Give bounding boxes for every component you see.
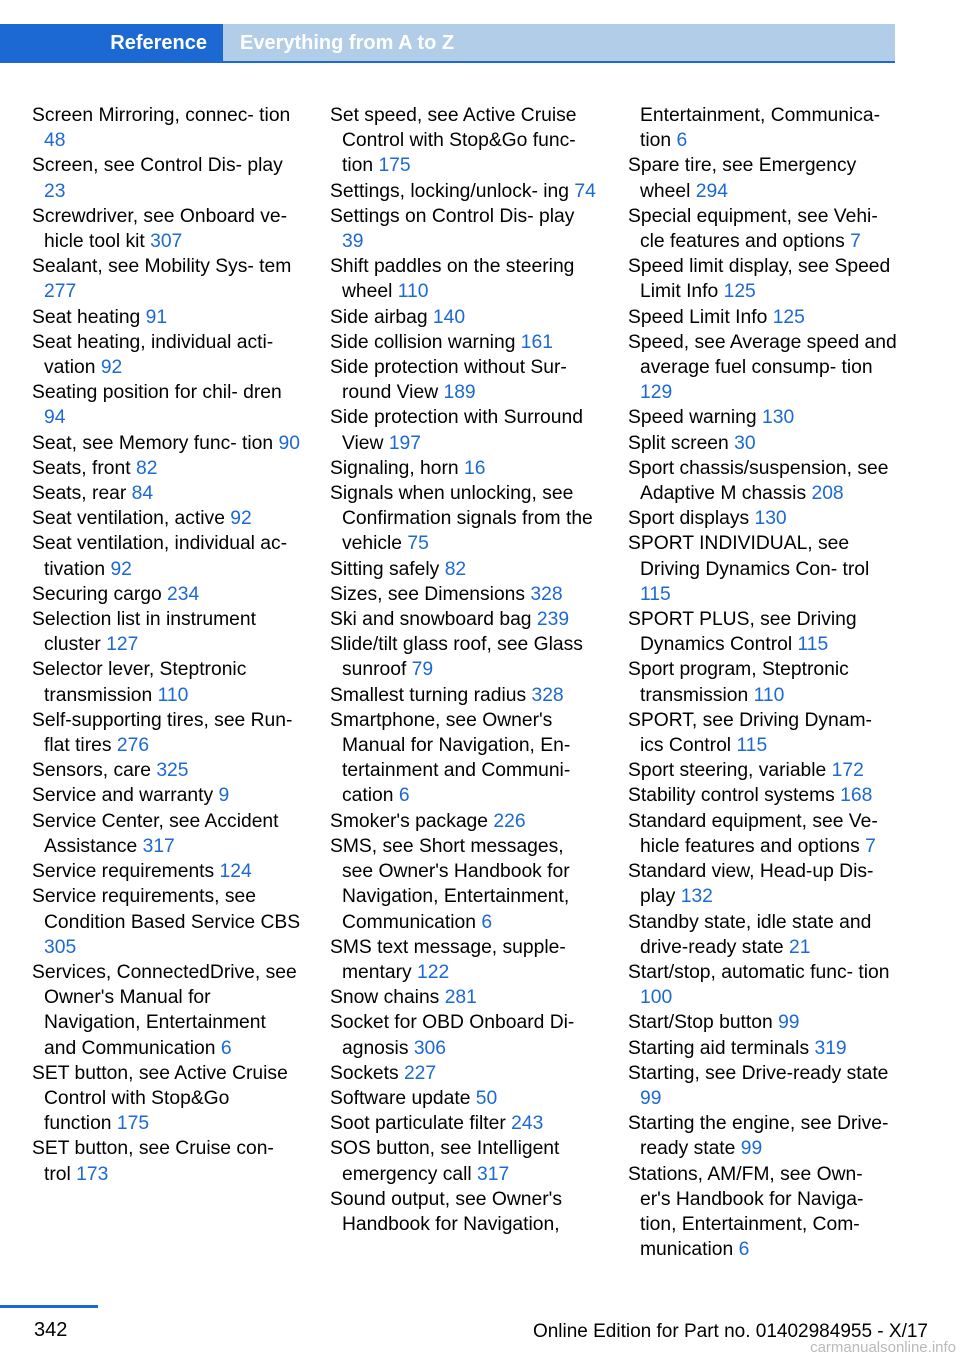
index-entry	[330, 632, 600, 682]
index-entry-text: Smallest turning radius	[330, 684, 527, 706]
index-entry-text: Start/Stop button	[628, 1012, 773, 1034]
index-entry-text: Sockets	[330, 1062, 399, 1084]
index-entry	[330, 1061, 600, 1086]
index-entry-page-link[interactable]: 243	[511, 1113, 544, 1135]
index-entry-text: SMS, see Short messages, see Owner's Handbook for Navigation, Entertainment, Communication	[330, 835, 570, 933]
index-entry-text: Smartphone, see Owner's Manual for Navigation, En‐ tertainment and Communi‐ cation	[330, 709, 571, 807]
index-entry-page-link[interactable]: 6	[676, 130, 688, 152]
index-entry-text: Software update	[330, 1087, 471, 1109]
index-entry	[628, 456, 898, 506]
index-entry	[628, 859, 898, 909]
index-entry	[32, 153, 302, 203]
index-entry-page-link[interactable]: 175	[378, 155, 411, 177]
index-entry-page-link[interactable]: 226	[493, 810, 526, 832]
index-column-3	[628, 103, 898, 1262]
index-entry	[628, 809, 898, 859]
index-entry-page-link[interactable]: 328	[531, 684, 564, 706]
index-entry	[628, 1010, 898, 1035]
index-entry-page-link[interactable]: 197	[388, 432, 421, 454]
page-number: 342	[34, 1319, 68, 1341]
index-entry-text: SET button, see Active Cruise Control with Stop&Go function	[32, 1062, 288, 1135]
index-entry-page-link[interactable]: 110	[397, 281, 429, 303]
header-bar	[0, 24, 895, 62]
index-entry-page-link[interactable]: 39	[342, 231, 364, 253]
index-entry	[32, 456, 302, 481]
index-entry-page-link[interactable]: 277	[44, 281, 77, 303]
index-entry-page-link[interactable]: 125	[723, 281, 756, 303]
index-entry	[628, 204, 898, 254]
index-entry	[628, 1036, 898, 1061]
index-entry-page-link[interactable]: 276	[116, 735, 150, 757]
index-entry	[628, 305, 898, 330]
index-entry	[628, 330, 898, 406]
index-entry-text: Speed limit display, see Speed Limit Info	[628, 256, 891, 303]
index-entry-page-link[interactable]: 6	[398, 785, 410, 807]
index-entry-text: Seat heating, individual acti‐ vation	[32, 331, 274, 379]
index-entry	[330, 582, 600, 607]
index-entry-page-link[interactable]: 50	[475, 1087, 498, 1109]
index-entry-text: Signals when unlocking, see Confirmation signals from the vehicle	[330, 483, 593, 555]
index-entry-text: Sound output, see Owner's Handbook for Navigation,	[330, 1188, 562, 1235]
index-entry-text: Seat, see Memory func‐ tion	[32, 432, 274, 454]
index-entry-text: Socket for OBD Onboard Di‐ agnosis	[330, 1012, 575, 1059]
watermark: carmanualsonline.info	[810, 1339, 956, 1356]
footer-accent-line	[0, 1305, 98, 1308]
index-entry	[32, 506, 302, 531]
index-entry-text: Sport displays	[628, 508, 750, 530]
index-entry	[628, 254, 898, 304]
index-entry-text: Service and warranty	[32, 785, 214, 807]
index-entry	[628, 783, 898, 808]
index-entry-text: Settings, locking/unlock‐ ing	[330, 180, 570, 202]
index-entry	[32, 1061, 302, 1137]
index-entry-page-link[interactable]: 92	[100, 357, 123, 379]
index-entry-text: Seat heating	[32, 306, 141, 328]
index-entry	[32, 531, 302, 581]
index-entry-page-link[interactable]: 16	[464, 457, 486, 479]
index-entry-page-link[interactable]: 294	[695, 180, 728, 202]
index-entry	[628, 506, 898, 531]
index-entry	[32, 859, 302, 884]
index-entry	[330, 1187, 600, 1237]
index-entry-page-link[interactable]: 75	[407, 533, 429, 555]
index-entry-text: Seat ventilation, individual ac‐ tivation	[32, 533, 288, 580]
index-entry	[32, 103, 302, 153]
index-entry-page-link[interactable]: 9	[218, 785, 230, 807]
index-entry-page-link[interactable]: 317	[477, 1163, 510, 1185]
index-entry	[330, 683, 600, 708]
index-entry-text: Smoker's package	[330, 810, 489, 832]
index-column-1	[32, 103, 302, 1187]
index-entry-text: Signaling, horn	[330, 457, 459, 479]
index-entry	[330, 1086, 600, 1111]
index-entry-text: Shift paddles on the steering wheel	[330, 256, 575, 303]
index-entry-page-link[interactable]: 239	[536, 609, 570, 631]
index-entry-page-link[interactable]: 130	[762, 407, 795, 429]
index-entry	[32, 380, 302, 430]
index-entry-text: Side airbag	[330, 306, 428, 328]
index-entry	[330, 456, 600, 481]
index-entry-text: Screen Mirroring, connec‐ tion	[32, 105, 291, 126]
index-entry-page-link[interactable]: 307	[150, 231, 183, 253]
index-entry-page-link[interactable]: 317	[142, 835, 175, 857]
index-entry-text: SET button, see Cruise con‐ trol	[32, 1138, 274, 1185]
index-entry-text: Standard equipment, see Ve‐ hicle features and options	[628, 810, 878, 857]
index-entry-page-link[interactable]: 306	[413, 1037, 446, 1059]
index-entry-text: Sealant, see Mobility Sys‐ tem	[32, 256, 292, 278]
index-entry-page-link[interactable]: 319	[814, 1037, 847, 1059]
index-entry-text: Services, ConnectedDrive, see Owner's Manual for Navigation, Entertainment and Communication	[32, 961, 297, 1059]
index-entry	[32, 758, 302, 783]
index-entry	[330, 179, 600, 204]
index-entry-text: SPORT INDIVIDUAL, see Driving Dynamics Con‐ trol	[628, 533, 870, 580]
index-entry-text: Stability control systems	[628, 785, 835, 807]
index-entry-page-link[interactable]: 21	[788, 936, 811, 958]
index-entry-text: Speed warning	[628, 407, 757, 429]
index-entry-page-link[interactable]: 30	[734, 432, 756, 454]
index-entry	[330, 204, 600, 254]
index-entry-page-link[interactable]: 208	[811, 483, 844, 505]
index-entry-text: Seating position for chil‐ dren	[32, 382, 282, 404]
index-entry-text: Stations, AM/FM, see Own‐ er's Handbook for Naviga‐ tion, Entertainment, Com‐ munication	[628, 1163, 864, 1261]
index-entry-page-link[interactable]: 161	[520, 331, 553, 353]
header-section-label: Reference	[110, 31, 207, 54]
index-entry-page-link[interactable]: 227	[403, 1062, 437, 1084]
index-entry	[32, 254, 302, 304]
index-entry	[628, 1061, 898, 1111]
index-entry	[628, 758, 898, 783]
index-entry-page-link[interactable]: 90	[278, 432, 300, 454]
index-entry-text: Sitting safely	[330, 558, 440, 580]
index-entry-page-link[interactable]: 6	[220, 1037, 232, 1059]
index-entry-page-link[interactable]: 6	[481, 911, 493, 933]
index-entry-page-link[interactable]: 115	[736, 735, 768, 757]
index-entry-text: Split screen	[628, 432, 729, 454]
index-entry-text: Selection list in instrument cluster	[32, 609, 256, 656]
index-entry-text: Side protection without Sur‐ round View	[330, 357, 567, 404]
index-entry	[32, 657, 302, 707]
header-subsection-label: Everything from A to Z	[240, 31, 455, 54]
index-entry-text: Seat ventilation, active	[32, 508, 225, 530]
index-entry-text: Starting, see Drive-ready state	[628, 1062, 889, 1084]
index-entry	[330, 809, 600, 834]
index-entry	[330, 103, 600, 179]
index-entry-page-link[interactable]: 175	[116, 1113, 150, 1135]
index-entry-text: SPORT, see Driving Dynam‐ ics Control	[628, 709, 872, 757]
index-entry-page-link[interactable]: 130	[754, 508, 787, 530]
index-entry-page-link[interactable]: 79	[411, 659, 434, 681]
index-entry-page-link[interactable]: 99	[740, 1138, 763, 1160]
index-entry-text: Seats, front	[32, 457, 131, 479]
header-section-tab	[0, 24, 223, 62]
index-entry	[32, 204, 302, 254]
index-entry	[330, 985, 600, 1010]
index-entry	[32, 783, 302, 808]
index-entry-text: Spare tire, see Emergency wheel	[628, 155, 857, 202]
index-entry	[32, 884, 302, 960]
index-entry	[628, 405, 898, 430]
index-entry	[330, 355, 600, 405]
index-entry-page-link[interactable]: 48	[44, 130, 66, 152]
index-entry-page-link[interactable]: 100	[640, 987, 673, 1009]
index-entry-page-link[interactable]: 173	[76, 1163, 109, 1185]
index-entry-text: Sensors, care	[32, 760, 151, 782]
index-entry	[32, 305, 302, 330]
index-entry	[628, 153, 898, 203]
index-entry-page-link[interactable]: 305	[44, 936, 77, 958]
index-entry-text: Sizes, see Dimensions	[330, 583, 526, 605]
index-entry	[32, 582, 302, 607]
index-entry-page-link[interactable]: 125	[772, 306, 805, 328]
index-entry-text: SMS text message, supple‐ mentary	[330, 936, 566, 983]
index-entry	[628, 960, 898, 1010]
edition-note: Online Edition for Part no. 01402984955 - X/17	[532, 1321, 928, 1342]
index-entry-text: Standard view, Head-up Dis‐ play	[628, 861, 874, 908]
index-entry-text: Sport steering, variable	[628, 760, 827, 782]
header-rule	[0, 61, 895, 63]
index-entry-text: Speed, see Average speed and average fuel consump‐ tion	[628, 331, 897, 379]
index-entry-text: SPORT PLUS, see Driving Dynamics Control	[628, 609, 857, 656]
index-entry-page-link[interactable]: 7	[865, 835, 876, 857]
index-entry-text: Sport program, Steptronic transmission	[628, 659, 849, 706]
index-entry-page-link[interactable]: 74	[574, 180, 596, 202]
index-entry-text: Seats, rear	[32, 483, 127, 505]
index-entry-page-link[interactable]: 325	[156, 760, 189, 782]
index-entry	[628, 531, 898, 607]
index-entry-page-link[interactable]: 115	[640, 583, 671, 605]
index-entry	[32, 481, 302, 506]
index-entry	[330, 305, 600, 330]
index-entry-page-link[interactable]: 84	[131, 483, 154, 505]
index-entry-page-link[interactable]: 140	[432, 306, 466, 328]
index-entry-text: Ski and snowboard bag	[330, 609, 532, 631]
index-entry	[32, 607, 302, 657]
index-entry	[330, 1136, 600, 1186]
index-entry-text: Start/stop, automatic func‐ tion	[628, 961, 890, 983]
index-entry	[628, 103, 898, 153]
index-entry	[32, 809, 302, 859]
index-entry-text: Settings on Control Dis‐ play	[330, 205, 575, 227]
index-entry-page-link[interactable]: 99	[778, 1012, 800, 1034]
index-entry-text: Service requirements	[32, 861, 215, 883]
index-entry-page-link[interactable]: 281	[444, 987, 477, 1009]
index-entry	[330, 935, 600, 985]
index-entry-page-link[interactable]: 168	[840, 785, 873, 807]
index-entry	[330, 708, 600, 809]
index-entry	[32, 330, 302, 380]
index-entry-page-link[interactable]: 7	[850, 231, 861, 253]
index-entry-text: Special equipment, see Vehi‐ cle features and options	[628, 205, 878, 253]
index-entry-text: Standby state, idle state and drive-ready state	[628, 911, 872, 958]
index-entry	[330, 557, 600, 582]
index-entry-page-link[interactable]: 92	[230, 508, 252, 530]
index-entry-text: Slide/tilt glass roof, see Glass sunroof	[330, 634, 583, 681]
index-entry-page-link[interactable]: 124	[219, 861, 252, 883]
index-entry-page-link[interactable]: 189	[443, 382, 476, 404]
index-entry	[628, 431, 898, 456]
index-entry-page-link[interactable]: 172	[831, 760, 864, 782]
index-entry	[32, 1136, 302, 1186]
index-entry	[628, 657, 898, 707]
index-entry-text: Snow chains	[330, 987, 440, 1009]
index-entry	[628, 1111, 898, 1161]
index-entry	[628, 910, 898, 960]
index-entry	[32, 431, 302, 456]
index-entry-page-link[interactable]: 129	[640, 382, 673, 404]
index-entry-text: Screwdriver, see Onboard ve‐ hicle tool kit	[32, 205, 288, 253]
index-entry	[330, 330, 600, 355]
index-entry-text: Starting the engine, see Drive-ready state	[628, 1113, 889, 1160]
index-entry-text: Service requirements, see Condition Based Service CBS	[32, 886, 301, 933]
index-entry-page-link[interactable]: 23	[44, 180, 66, 202]
index-entry-page-link[interactable]: 91	[145, 306, 168, 328]
index-entry-page-link[interactable]: 122	[417, 961, 450, 983]
index-entry-page-link[interactable]: 110	[753, 684, 785, 706]
index-entry	[330, 1010, 600, 1060]
index-entry	[628, 607, 898, 657]
index-entry-page-link[interactable]: 328	[530, 583, 563, 605]
index-entry-text: Soot particulate filter	[330, 1113, 506, 1135]
index-entry-page-link[interactable]: 132	[680, 886, 713, 908]
index-entry-page-link[interactable]: 99	[640, 1087, 662, 1109]
index-entry-text: Sport chassis/suspension, see Adaptive M chassis	[628, 457, 889, 505]
index-entry-text: Service Center, see Accident Assistance	[32, 810, 279, 857]
index-entry-text: Selector lever, Steptronic transmission	[32, 659, 247, 706]
index-entry	[32, 708, 302, 758]
index-entry-page-link[interactable]: 92	[110, 558, 132, 580]
index-entry-page-link[interactable]: 234	[167, 583, 200, 605]
index-column-2	[330, 103, 600, 1237]
index-entry-text: Screen, see Control Dis‐ play	[32, 155, 283, 177]
index-entry-page-link[interactable]: 82	[444, 558, 467, 580]
index-entry	[628, 708, 898, 758]
index-entry	[330, 834, 600, 935]
index-entry-page-link[interactable]: 94	[44, 407, 66, 429]
index-entry-text: Securing cargo	[32, 583, 162, 605]
index-entry	[628, 1162, 898, 1263]
index-entry-page-link[interactable]: 127	[106, 634, 139, 656]
index-entry-page-link[interactable]: 6	[738, 1239, 750, 1261]
index-entry-text: SOS button, see Intelligent emergency call	[330, 1138, 560, 1185]
index-entry-text: Set speed, see Active Cruise Control with Stop&Go func‐ tion	[330, 105, 577, 177]
index-entry	[330, 1111, 600, 1136]
index-entry-page-link[interactable]: 82	[135, 457, 158, 479]
index-entry-page-link[interactable]: 110	[157, 684, 189, 706]
index-entry-text: Entertainment, Communica‐ tion	[640, 105, 881, 152]
index-entry-text: Self-supporting tires, see Run-flat tires	[32, 709, 293, 757]
index-entry	[330, 405, 600, 455]
index-entry	[32, 960, 302, 1061]
index-entry-text: Starting aid terminals	[628, 1037, 810, 1059]
index-entry-page-link[interactable]: 115	[797, 634, 829, 656]
index-entry	[330, 254, 600, 304]
index-entry	[330, 607, 600, 632]
index-entry	[330, 481, 600, 557]
index-entry-text: Side collision warning	[330, 331, 516, 353]
index-entry-text: Speed Limit Info	[628, 306, 768, 328]
index-entry-text: Side protection with Surround View	[330, 407, 583, 454]
